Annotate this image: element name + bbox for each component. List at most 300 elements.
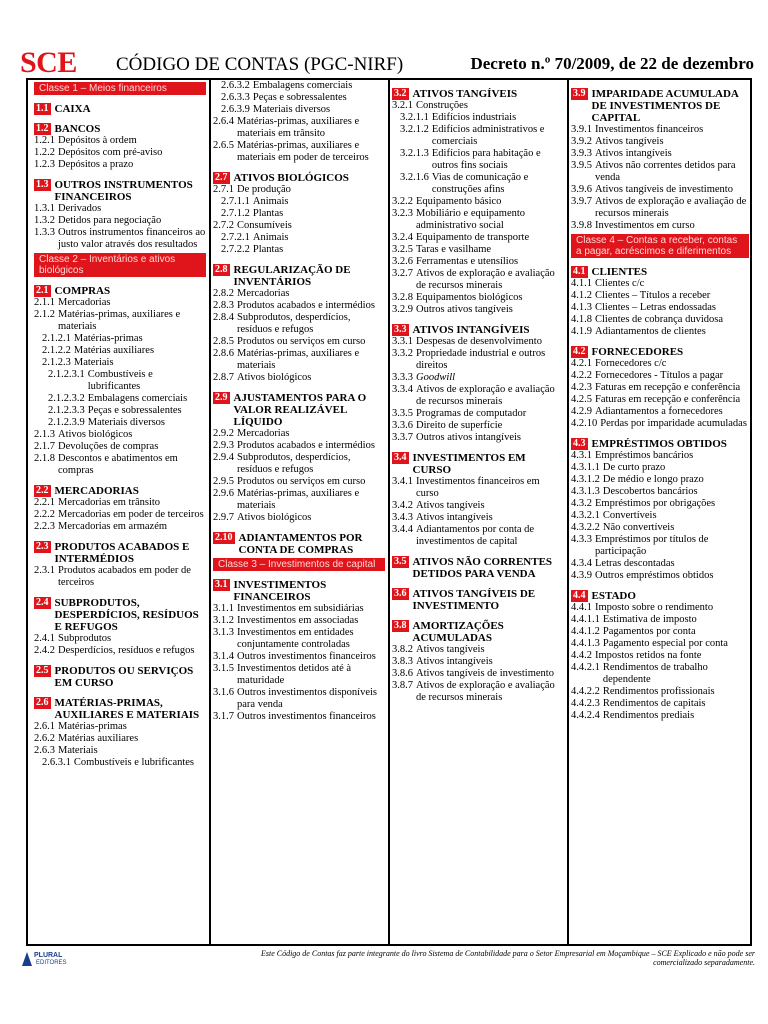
account-code: 2.9.5 — [213, 476, 234, 487]
account-label: Ativos de exploração e avaliação de recursos minerais — [595, 196, 747, 219]
account-label: Adiantamentos a fornecedores — [595, 406, 723, 417]
account-section — [571, 266, 749, 278]
account-code: 3.2.1.6 — [400, 172, 429, 183]
account-code: 2.1.2.3.1 — [48, 369, 85, 380]
page-header — [18, 48, 754, 78]
account-item — [571, 534, 749, 558]
section-number-badge: 2.7 — [215, 172, 228, 183]
account-code: 2.8.2 — [213, 288, 234, 299]
account-item — [392, 524, 564, 548]
account-code: 2.2.2 — [34, 509, 55, 520]
account-label: Mercadorias — [58, 297, 111, 308]
account-label: Empréstimos por títulos de participação — [595, 534, 709, 557]
account-item — [571, 220, 749, 232]
account-item — [213, 336, 385, 348]
account-code: 3.1.5 — [213, 663, 234, 674]
account-label: Investimentos em associadas — [237, 615, 359, 626]
account-label: Ativos não correntes detidos para venda — [595, 160, 736, 183]
account-code: 4.2.9 — [571, 406, 592, 417]
account-item — [213, 220, 385, 232]
account-item — [34, 393, 206, 405]
section-title: INVESTIMENTOS FINANCEIROS — [233, 579, 327, 603]
account-label: Depósitos com pré-aviso — [58, 147, 163, 158]
account-code: 4.4.2.2 — [571, 686, 600, 697]
section-title: PRODUTOS ACABADOS E INTERMÉDIOS — [54, 541, 190, 565]
account-code: 4.4.2 — [571, 650, 592, 661]
column-divider — [209, 80, 211, 944]
account-label: Depósitos à ordem — [58, 135, 137, 146]
account-code: 1.3.2 — [34, 215, 55, 226]
account-label: Detidos para negociação — [58, 215, 162, 226]
account-section — [213, 532, 385, 556]
account-code: 3.2.8 — [392, 292, 413, 303]
account-code: 3.4.2 — [392, 500, 413, 511]
account-item — [34, 147, 206, 159]
account-label: Investimentos detidos até à maturidade — [237, 663, 352, 686]
account-label: Embalagens comerciais — [252, 80, 353, 91]
account-section — [213, 264, 385, 288]
account-label: Clientes – Títulos a receber — [595, 290, 711, 301]
class-banner: Classe 1 – Meios financeiros — [34, 82, 206, 95]
account-item — [34, 441, 206, 453]
account-item — [213, 92, 385, 104]
account-item — [571, 196, 749, 220]
account-code: 2.1.7 — [34, 441, 55, 452]
account-label: Pagamento especial por conta — [602, 638, 728, 649]
account-item — [571, 302, 749, 314]
account-item — [392, 304, 564, 316]
account-item — [213, 603, 385, 615]
account-label: Equipamento de transporte — [416, 232, 530, 243]
account-code: 2.9.6 — [213, 488, 234, 499]
account-code: 2.7.2.1 — [221, 232, 250, 243]
account-code: 4.3.9 — [571, 570, 592, 581]
account-code: 1.3.3 — [34, 227, 55, 238]
account-label: Animais — [252, 232, 289, 243]
account-label: Pagamentos por conta — [602, 626, 696, 637]
account-code: 4.3.2.2 — [571, 522, 600, 533]
section-number-badge: 3.8 — [394, 620, 407, 631]
account-label: Ativos tangíveis — [416, 500, 485, 511]
account-label: Clientes de cobrança duvidosa — [595, 314, 723, 325]
section-title: SUBPRODUTOS, DESPERDÍCIOS, RESÍDUOS E REFUGOS — [54, 597, 199, 633]
account-code: 4.1.2 — [571, 290, 592, 301]
account-label: Ativos biológicos — [237, 372, 312, 383]
accounts-frame — [26, 78, 752, 946]
account-item — [213, 488, 385, 512]
account-label: Convertíveis — [602, 510, 657, 521]
account-label: Ativos de exploração e avaliação de recursos minerais — [416, 384, 555, 407]
account-item — [571, 290, 749, 302]
account-label: Outros investimentos financeiros — [237, 711, 376, 722]
account-code: 4.3.3 — [571, 534, 592, 545]
account-item — [213, 711, 385, 723]
account-code: 3.2.1.1 — [400, 112, 429, 123]
account-label: Investimentos financeiros em curso — [416, 476, 540, 499]
account-code: 3.3.2 — [392, 348, 413, 359]
account-section — [34, 697, 206, 721]
account-item — [392, 372, 564, 384]
section-title: MATÉRIAS-PRIMAS, AUXILIARES E MATERIAIS — [54, 697, 200, 721]
account-item — [34, 757, 206, 769]
account-code: 2.2.3 — [34, 521, 55, 532]
column-divider — [567, 80, 569, 944]
account-label: Mercadorias em poder de terceiros — [58, 509, 204, 520]
account-item — [34, 633, 206, 645]
column-1 — [34, 80, 206, 944]
account-item — [392, 420, 564, 432]
account-code: 2.1.2 — [34, 309, 55, 320]
account-item — [34, 497, 206, 509]
section-number-badge: 2.1 — [36, 285, 49, 296]
account-section — [571, 346, 749, 358]
account-section — [392, 452, 564, 476]
account-item — [34, 135, 206, 147]
account-label: Produtos acabados e intermédios — [237, 300, 375, 311]
account-label: Ativos intangíveis — [416, 656, 493, 667]
account-code: 4.4.1 — [571, 602, 592, 613]
account-code: 2.7.1.1 — [221, 196, 250, 207]
account-item — [571, 710, 749, 722]
section-title: ATIVOS BIOLÓGICOS — [233, 172, 349, 184]
account-label: Investimentos financeiros — [595, 124, 704, 135]
account-code: 2.1.2.3.2 — [48, 393, 85, 404]
section-title: AMORTIZAÇÕES ACUMULADAS — [412, 620, 504, 644]
account-item — [392, 432, 564, 444]
account-code: 1.2.1 — [34, 135, 55, 146]
account-code: 3.3.1 — [392, 336, 413, 347]
account-code: 4.2.2 — [571, 370, 592, 381]
account-section — [392, 620, 564, 644]
section-title: ADIANTAMENTOS POR CONTA DE COMPRAS — [238, 532, 363, 556]
account-code: 3.9.2 — [571, 136, 592, 147]
account-section — [34, 123, 206, 135]
account-label: Combustíveis e lubrificantes — [87, 369, 153, 392]
account-code: 3.9.1 — [571, 124, 592, 135]
account-item — [392, 148, 564, 172]
account-item — [571, 558, 749, 570]
account-code: 4.1.1 — [571, 278, 592, 289]
account-label: Ativos tangíveis — [595, 136, 664, 147]
account-code: 3.3.6 — [392, 420, 413, 431]
account-code: 2.3.1 — [34, 565, 55, 576]
account-item — [34, 203, 206, 215]
account-label: Empréstimos bancários — [595, 450, 694, 461]
account-code: 2.1.2.2 — [42, 345, 71, 356]
account-label: Vias de comunicação e construções afins — [431, 172, 529, 195]
account-code: 2.6.2 — [34, 733, 55, 744]
account-label: Consumíveis — [237, 220, 292, 231]
account-code: 3.9.5 — [571, 160, 592, 171]
account-label: Investimentos em curso — [595, 220, 695, 231]
section-number-badge: 2.9 — [215, 392, 228, 403]
account-code: 3.9.8 — [571, 220, 592, 231]
section-title: AJUSTAMENTOS PARA O VALOR REALIZÁVEL LÍQUIDO — [233, 392, 367, 428]
account-code: 4.3.2 — [571, 498, 592, 509]
account-item — [571, 278, 749, 290]
column-2 — [213, 80, 385, 944]
footer-note: Este Código de Contas faz parte integrante do livro Sistema de Contabilidade para o Setor Empresarial em Moçambique – SCE Explicado e não pode ser comercializado separadamente. — [260, 949, 755, 967]
account-code: 3.3.7 — [392, 432, 413, 443]
account-code: 2.2.1 — [34, 497, 55, 508]
account-item — [34, 733, 206, 745]
account-section — [34, 103, 206, 115]
section-title: ESTADO — [591, 590, 636, 602]
account-label: Outros instrumentos financeiros ao justo valor através dos resultados — [58, 227, 206, 250]
account-item — [571, 160, 749, 184]
account-code: 4.4.2.1 — [571, 662, 600, 673]
account-section — [392, 588, 564, 612]
account-label: Materiais diversos — [252, 104, 331, 115]
account-code: 2.6.3.2 — [221, 80, 250, 91]
account-code: 2.7.2 — [213, 220, 234, 231]
account-item — [213, 104, 385, 116]
account-label: Ativos de exploração e avaliação de recursos minerais — [416, 268, 555, 291]
account-code: 4.4.2.3 — [571, 698, 600, 709]
account-label: Plantas — [252, 208, 284, 219]
account-item — [392, 500, 564, 512]
account-label: Rendimentos de capitais — [602, 698, 706, 709]
section-title: MERCADORIAS — [54, 485, 139, 497]
section-number-badge: 1.3 — [36, 179, 49, 190]
account-code: 4.1.9 — [571, 326, 592, 337]
account-item — [571, 698, 749, 710]
section-title: CAIXA — [54, 103, 91, 115]
account-item — [213, 651, 385, 663]
account-label: Impostos retidos na fonte — [595, 650, 702, 661]
account-item — [213, 615, 385, 627]
account-label: Ativos de exploração e avaliação de recursos minerais — [416, 680, 555, 703]
account-label: Outros ativos tangíveis — [416, 304, 513, 315]
account-item — [213, 312, 385, 336]
account-item — [213, 116, 385, 140]
account-item — [213, 348, 385, 372]
account-section — [34, 665, 206, 689]
account-label: Programas de computador — [416, 408, 527, 419]
account-item — [571, 314, 749, 326]
account-code: 2.1.2.3.9 — [48, 417, 85, 428]
account-item — [34, 405, 206, 417]
section-number-badge: 4.1 — [573, 266, 586, 277]
section-number-badge: 4.2 — [573, 346, 586, 357]
account-item — [392, 336, 564, 348]
account-code: 4.3.4 — [571, 558, 592, 569]
account-label: Derivados — [58, 203, 102, 214]
account-item — [213, 452, 385, 476]
account-item — [392, 408, 564, 420]
account-code: 3.2.4 — [392, 232, 413, 243]
account-code: 3.2.9 — [392, 304, 413, 315]
account-code: 2.8.5 — [213, 336, 234, 347]
publisher-logo — [20, 948, 70, 968]
account-item — [392, 256, 564, 268]
account-label: Peças e sobressalentes — [252, 92, 347, 103]
account-label: Não convertíveis — [602, 522, 675, 533]
account-label: Ativos biológicos — [58, 429, 133, 440]
account-code: 4.1.3 — [571, 302, 592, 313]
account-code: 4.4.2.4 — [571, 710, 600, 721]
account-code: 2.6.4 — [213, 116, 234, 127]
account-code: 4.2.10 — [571, 418, 598, 429]
account-code: 2.9.4 — [213, 452, 234, 463]
account-item — [213, 184, 385, 196]
account-label: De produção — [237, 184, 291, 195]
account-code: 3.4.1 — [392, 476, 413, 487]
account-item — [213, 663, 385, 687]
account-item — [571, 184, 749, 196]
account-label: Peças e sobressalentes — [87, 405, 182, 416]
account-label: Materiais diversos — [87, 417, 166, 428]
account-item — [34, 369, 206, 393]
class-banner: Classe 2 – Inventários e ativos biológicos — [34, 253, 206, 277]
account-item — [571, 462, 749, 474]
account-item — [571, 626, 749, 638]
account-item — [392, 292, 564, 304]
account-code: 3.3.5 — [392, 408, 413, 419]
section-title: ATIVOS TANGÍVEIS DE INVESTIMENTO — [412, 588, 536, 612]
account-code: 2.7.2.2 — [221, 244, 250, 255]
account-item — [571, 148, 749, 160]
account-code: 2.8.3 — [213, 300, 234, 311]
account-label: Embalagens comerciais — [87, 393, 188, 404]
section-number-badge: 2.2 — [36, 485, 49, 496]
section-number-badge: 4.3 — [573, 438, 586, 449]
account-item — [392, 656, 564, 668]
account-label: Edifícios para habitação e outros fins sociais — [431, 148, 541, 171]
account-label: Ativos intangíveis — [416, 512, 493, 523]
account-code: 4.2.5 — [571, 394, 592, 405]
section-title: ATIVOS NÃO CORRENTES DETIDOS PARA VENDA — [412, 556, 553, 580]
account-label: Produtos acabados em poder de terceiros — [58, 565, 191, 588]
account-label: Estimativa de imposto — [602, 614, 697, 625]
account-section — [392, 324, 564, 336]
account-item — [571, 638, 749, 650]
account-code: 2.6.1 — [34, 721, 55, 732]
account-item — [392, 680, 564, 704]
section-title: REGULARIZAÇÃO DE INVENTÁRIOS — [233, 264, 351, 288]
account-item — [571, 686, 749, 698]
account-item — [571, 382, 749, 394]
account-item — [34, 309, 206, 333]
account-section — [213, 579, 385, 603]
account-item — [571, 602, 749, 614]
account-code: 1.2.2 — [34, 147, 55, 158]
account-code: 3.8.6 — [392, 668, 413, 679]
section-number-badge: 2.4 — [36, 597, 49, 608]
account-code: 3.2.5 — [392, 244, 413, 255]
account-item — [213, 440, 385, 452]
account-code: 3.8.2 — [392, 644, 413, 655]
account-label: Despesas de desenvolvimento — [416, 336, 542, 347]
account-item — [213, 80, 385, 92]
section-title: CLIENTES — [591, 266, 648, 278]
column-4 — [571, 80, 749, 944]
account-item — [34, 357, 206, 369]
account-section — [34, 541, 206, 565]
account-label: Matérias auxiliares — [58, 733, 139, 744]
account-label: Rendimentos prediais — [602, 710, 695, 721]
section-number-badge: 3.2 — [394, 88, 407, 99]
account-label: Investimentos em subsidiárias — [237, 603, 364, 614]
account-code: 3.1.3 — [213, 627, 234, 638]
account-code: 4.3.1.1 — [571, 462, 600, 473]
account-label: Matérias-primas, auxiliares e materiais — [237, 348, 360, 371]
account-item — [571, 370, 749, 382]
account-code: 4.4.1.1 — [571, 614, 600, 625]
account-item — [392, 112, 564, 124]
account-code: 4.2.1 — [571, 358, 592, 369]
account-code: 2.6.3.9 — [221, 104, 250, 115]
account-code: 4.3.2.1 — [571, 510, 600, 521]
account-code: 3.2.7 — [392, 268, 413, 279]
account-label: Rendimentos de trabalho dependente — [602, 662, 708, 685]
account-code: 3.3.3 — [392, 372, 413, 383]
account-section — [34, 285, 206, 297]
account-label: Ativos intangíveis — [595, 148, 672, 159]
account-item — [34, 565, 206, 589]
section-number-badge: 2.8 — [215, 264, 228, 275]
account-code: 2.1.8 — [34, 453, 55, 464]
account-label: Ativos tangíveis de investimento — [595, 184, 733, 195]
account-label: Ativos tangíveis de investimento — [416, 668, 554, 679]
account-code: 2.1.2.1 — [42, 333, 71, 344]
section-number-badge: 1.2 — [36, 123, 49, 134]
account-item — [571, 614, 749, 626]
account-section — [213, 392, 385, 428]
account-item — [392, 100, 564, 112]
account-item — [213, 627, 385, 651]
account-label: Clientes c/c — [595, 278, 645, 289]
account-code: 3.9.6 — [571, 184, 592, 195]
account-label: Taras e vasilhame — [416, 244, 492, 255]
account-item — [571, 498, 749, 510]
account-label: Combustíveis e lubrificantes — [73, 757, 195, 768]
account-item — [392, 644, 564, 656]
section-number-badge: 1.1 — [36, 103, 49, 114]
account-section — [392, 556, 564, 580]
account-label: Ativos tangíveis — [416, 644, 485, 655]
account-code: 2.4.1 — [34, 633, 55, 644]
section-title: ATIVOS INTANGÍVEIS — [412, 324, 530, 336]
account-label: Adiantamentos por conta de investimentos de capital — [416, 524, 535, 547]
account-code: 3.4.4 — [392, 524, 413, 535]
account-section — [213, 172, 385, 184]
account-label: Matérias-primas, auxiliares e materiais — [58, 309, 181, 332]
account-label: Mercadorias em trânsito — [58, 497, 161, 508]
account-code: 2.4.2 — [34, 645, 55, 656]
account-item — [34, 429, 206, 441]
account-item — [571, 450, 749, 462]
account-section — [392, 88, 564, 100]
account-code: 2.9.2 — [213, 428, 234, 439]
publisher-subname: EDITORES — [36, 960, 67, 966]
section-title: IMPARIDADE ACUMULADA DE INVESTIMENTOS DE CAPITAL — [591, 88, 739, 124]
account-label: Goodwill — [416, 372, 456, 383]
account-label: Mercadorias em armazém — [58, 521, 168, 532]
account-code: 2.1.3 — [34, 429, 55, 440]
section-title: EMPRÉSTIMOS OBTIDOS — [591, 438, 727, 450]
account-code: 4.2.3 — [571, 382, 592, 393]
account-code: 4.3.1.3 — [571, 486, 600, 497]
account-item — [34, 645, 206, 657]
section-number-badge: 3.6 — [394, 588, 407, 599]
account-label: Produtos ou serviços em curso — [237, 476, 366, 487]
account-item — [571, 510, 749, 522]
class-banner: Classe 3 – Investimentos de capital — [213, 558, 385, 571]
account-label: Fornecedores c/c — [595, 358, 667, 369]
class-banner: Classe 4 – Contas a receber, contas a pagar, acréscimos e diferimentos — [571, 234, 749, 258]
account-code: 2.8.7 — [213, 372, 234, 383]
